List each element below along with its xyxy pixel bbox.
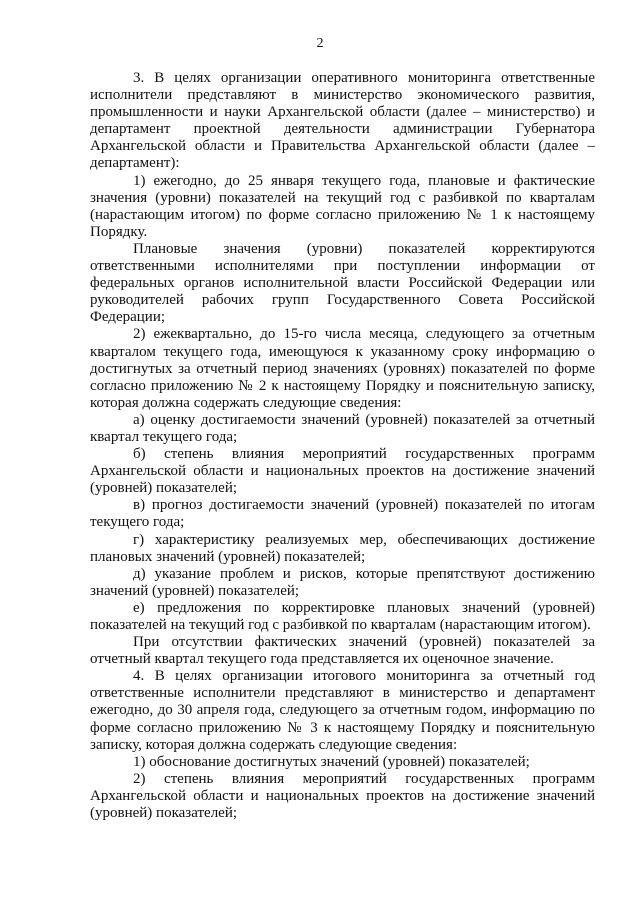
paragraph-letter-d: д) указание проблем и рисков, которые препятствуют достижению значений (уровней) показателей; [90,565,595,599]
page-number: 2 [316,36,324,51]
paragraph-letter-g: г) характеристику реализуемых мер, обеспечивающих достижение плановых значений (уровней) показателей; [90,531,595,565]
paragraph-letter-v: в) прогноз достигаемости значений (уровней) показателей по итогам текущего года; [90,497,595,531]
paragraph-letter-e: е) предложения по корректировке плановых значений (уровней) показателей на текущий год с разбивкой по кварталам (нарастающим итогом). [90,599,595,633]
paragraph-item-4-subitem-2: 2) степень влияния мероприятий государственных программ Архангельской области и национальных проектов на достижение значений (уровней) показателей; [90,770,595,822]
paragraph-letter-a: а) оценку достигаемости значений (уровней) показателей за отчетный квартал текущего года; [90,411,595,445]
paragraph-no-actual-values: При отсутствии фактических значений (уровней) показателей за отчетный квартал текущего года представляется их оценочное значение. [90,634,595,668]
paragraph-letter-b: б) степень влияния мероприятий государственных программ Архангельской области и национальных проектов на достижение значений (уровней) показателей; [90,446,595,497]
document-body [90,70,595,822]
paragraph-planned-values: Плановые значения (уровни) показателей корректируются ответственными исполнителями при поступлении информации от федеральных органов исполнительной власти Российской Федерации или руководителей рабочих групп Государственного Совета Российской Федерации; [90,240,595,326]
paragraph-item-4-subitem-1: 1) обоснование достигнутых значений (уровней) показателей; [133,753,530,770]
paragraph-subitem-1: 1) ежегодно, до 25 января текущего года, плановые и фактические значения (уровни) показателей на текущий год с разбивкой по кварталам (нарастающим итогом) по форме согласно приложению № 1 к настоящему Порядку. [90,172,595,240]
paragraph-subitem-2: 2) ежеквартально, до 15-го числа месяца, следующего за отчетным кварталом текущего года, имеющуюся к указанному сроку информацию о достигнутых за отчетный период значениях (уровнях) показателей по форме согласно приложению № 2 к настоящему Порядку и пояснительную записку, которая должна содержать следующие сведения: [90,326,595,411]
paragraph-item-3: 3. В целях организации оперативного мониторинга ответственные исполнители представляют в министерство экономического развития, промышленности и науки Архангельской области (далее – министерство) и департамент проектной деятельности администрации Губернатора Архангельской области и Правительства Архангельской области (далее – департамент): [90,70,595,172]
paragraph-item-4: 4. В целях организации итогового мониторинга за отчетный год ответственные исполнители представляют в министерство и департамент ежегодно, до 30 апреля года, следующего за отчетным годом, информацию по форме согласно приложению № 3 к настоящему Порядку и пояснительную записку, которая должна содержать следующие сведения: [90,668,595,753]
